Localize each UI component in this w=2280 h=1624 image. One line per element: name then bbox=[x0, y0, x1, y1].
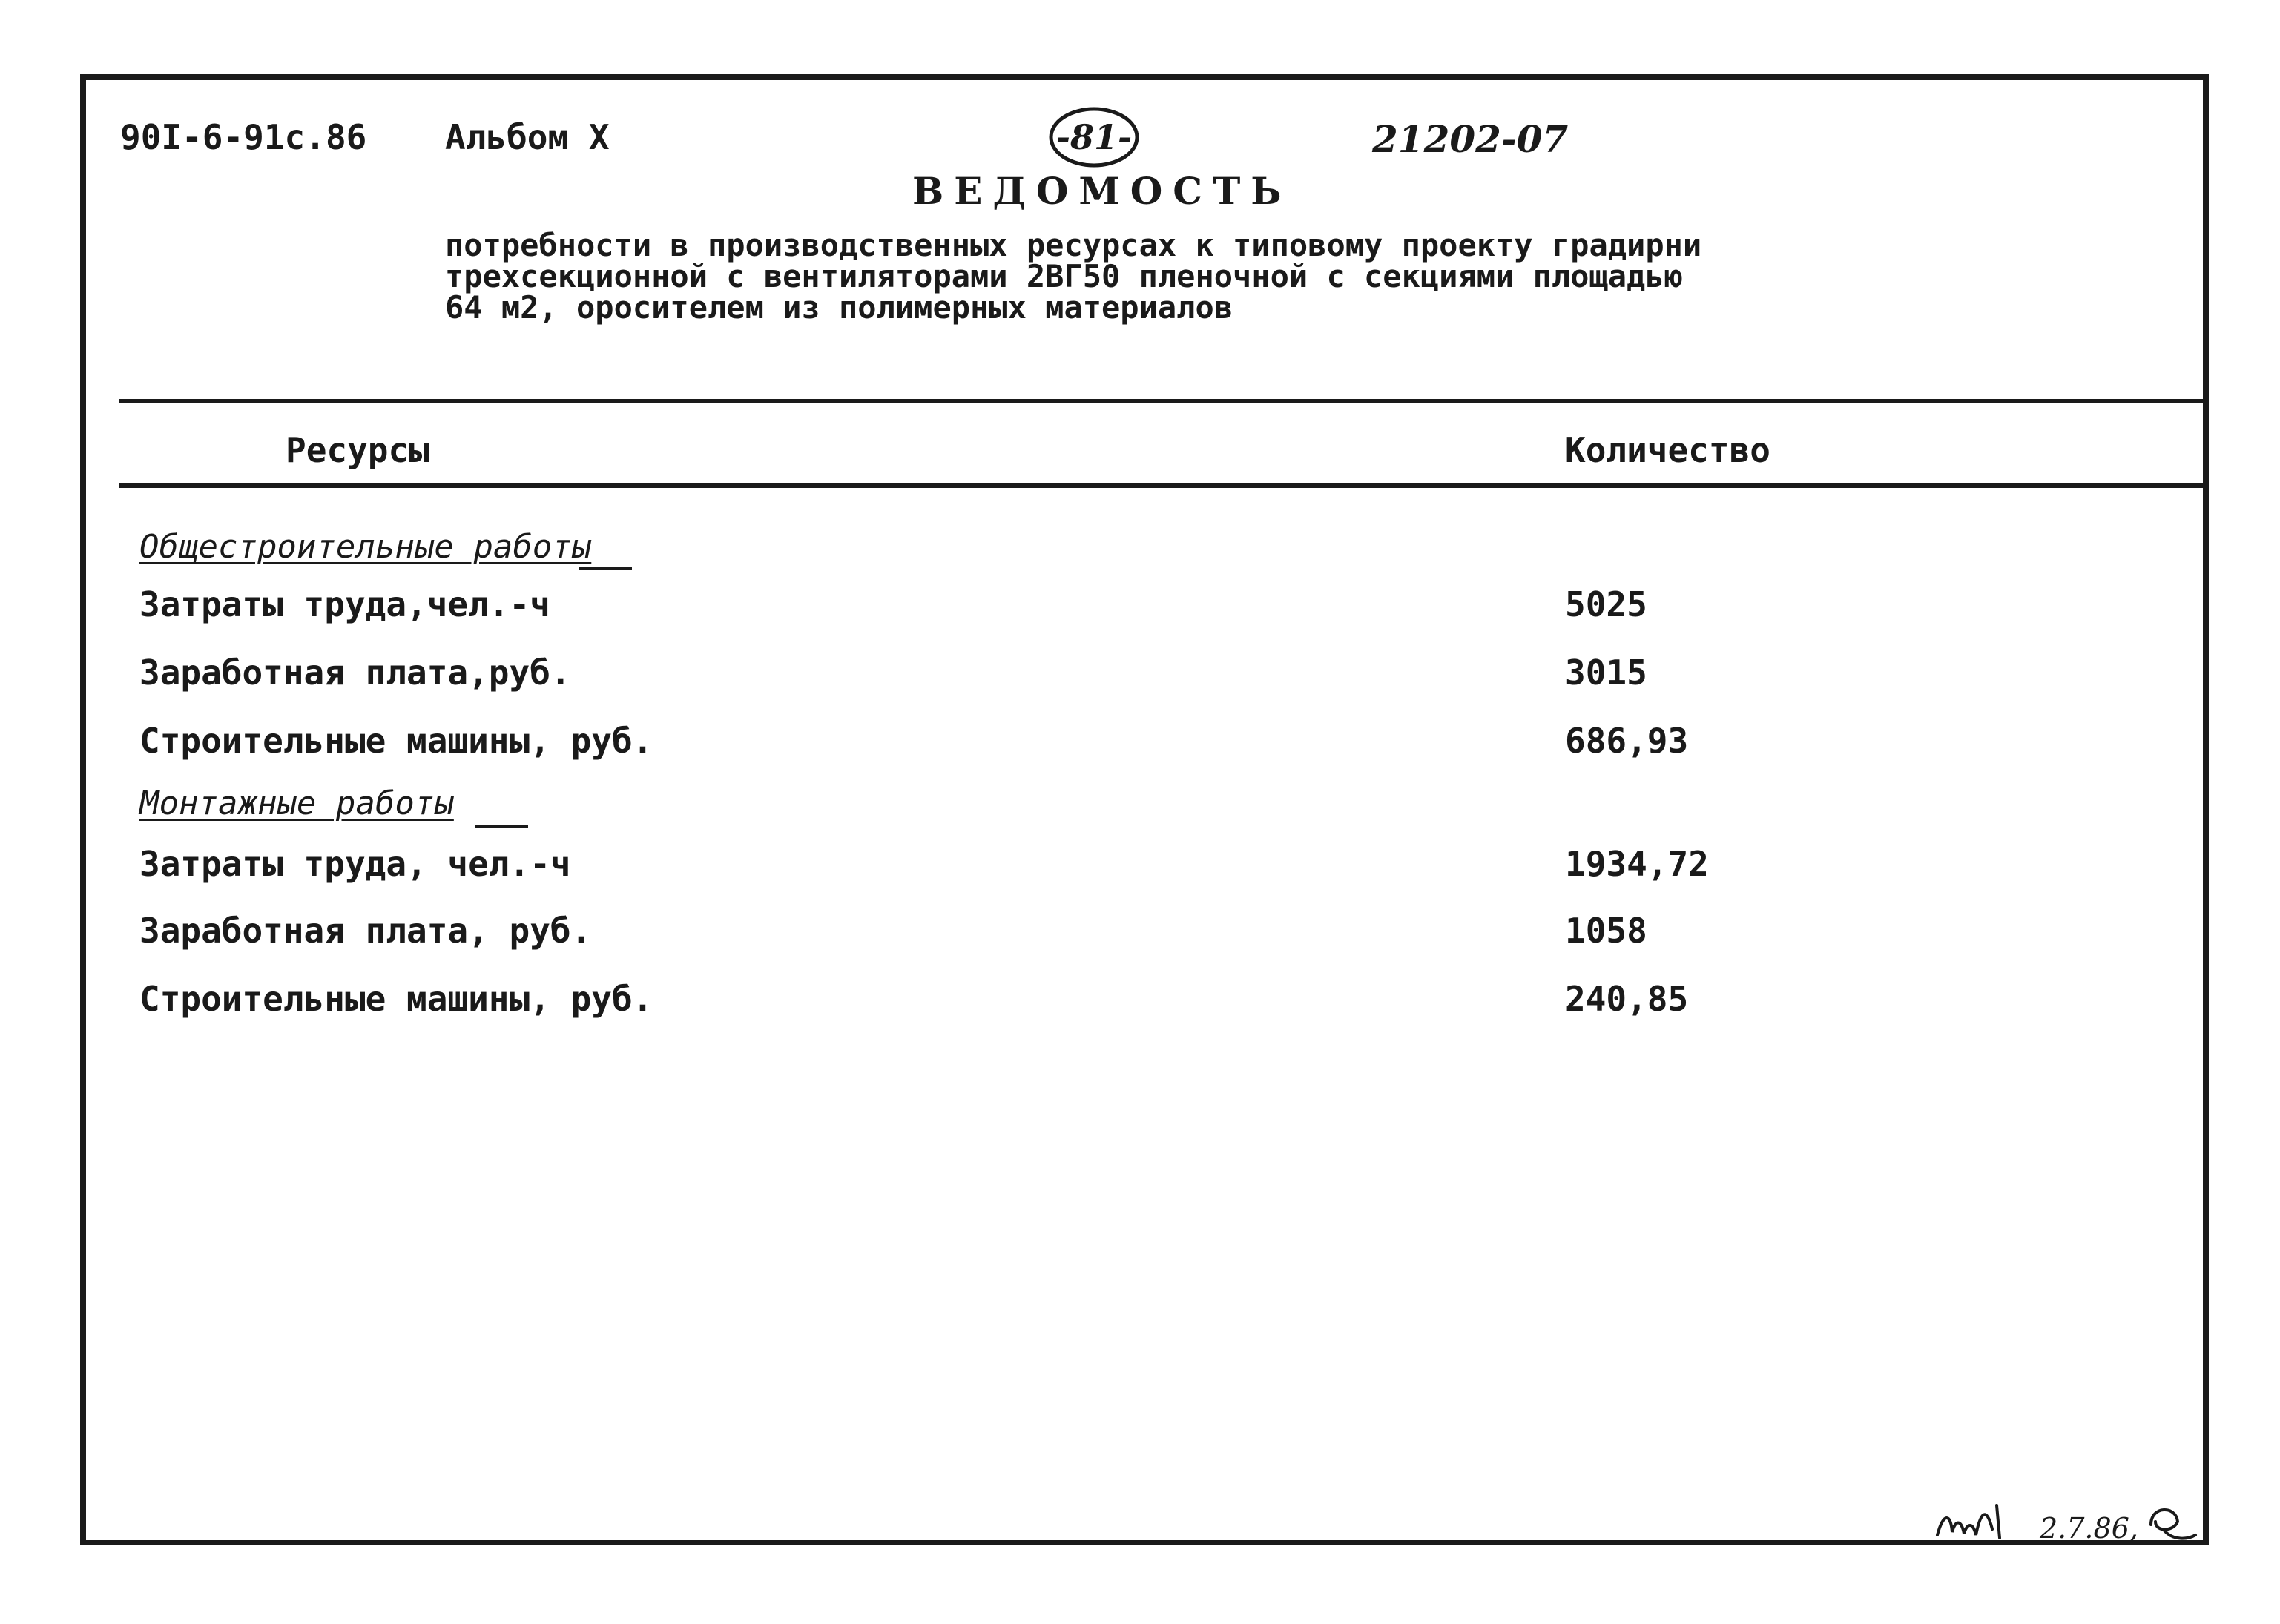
section-title-general-construction: Общестроительные работы bbox=[139, 528, 592, 566]
svg-text:2.7.86,: 2.7.86, bbox=[2040, 1512, 2138, 1545]
handwritten-signature bbox=[1928, 1483, 2203, 1550]
subtitle-line-1: потребности в производственных ресурсах к типовому проекту градирни bbox=[445, 227, 1702, 263]
table-row-value: 240,85 bbox=[1565, 979, 1689, 1019]
table-row-value: 686,93 bbox=[1565, 721, 1689, 761]
album-label: Альбом X bbox=[445, 117, 610, 157]
table-row-label: Заработная плата, руб. bbox=[139, 911, 592, 951]
table-row-value: 1934,72 bbox=[1565, 844, 1709, 884]
svg-text:-81-: -81- bbox=[1055, 117, 1133, 157]
document-subtitle bbox=[445, 227, 1702, 326]
column-header-resources: Ресурсы bbox=[286, 430, 429, 470]
doc-code: 90I-6-91с.86 bbox=[120, 117, 367, 157]
section-title-installation: Монтажные работы bbox=[139, 785, 454, 822]
column-header-quantity: Количество bbox=[1565, 430, 1770, 470]
table-row-label: Затраты труда, чел.-ч bbox=[139, 844, 571, 884]
table-top-rule bbox=[119, 399, 2209, 403]
table-row-label: Строительные машины, руб. bbox=[139, 979, 653, 1019]
table-row-label: Затраты труда,чел.-ч bbox=[139, 584, 550, 624]
section-underline bbox=[579, 567, 632, 570]
table-row-value: 1058 bbox=[1565, 911, 1647, 951]
table-row-value: 5025 bbox=[1565, 584, 1647, 624]
document-title: ВЕДОМОСТЬ bbox=[912, 169, 1292, 213]
page-number-stamp bbox=[1042, 100, 1146, 174]
table-row-label: Заработная плата,руб. bbox=[139, 653, 571, 693]
table-header-rule bbox=[119, 483, 2209, 488]
drawing-number: 21202-07 bbox=[1372, 117, 1569, 161]
subtitle-line-2: трехсекционной с вентиляторами 2ВГ50 пленочной с секциями площадью bbox=[445, 258, 1683, 294]
table-row-value: 3015 bbox=[1565, 653, 1647, 693]
section-underline bbox=[475, 825, 528, 828]
subtitle-line-3: 64 м2, оросителем из полимерных материалов bbox=[445, 289, 1233, 326]
table-row-label: Строительные машины, руб. bbox=[139, 721, 653, 761]
